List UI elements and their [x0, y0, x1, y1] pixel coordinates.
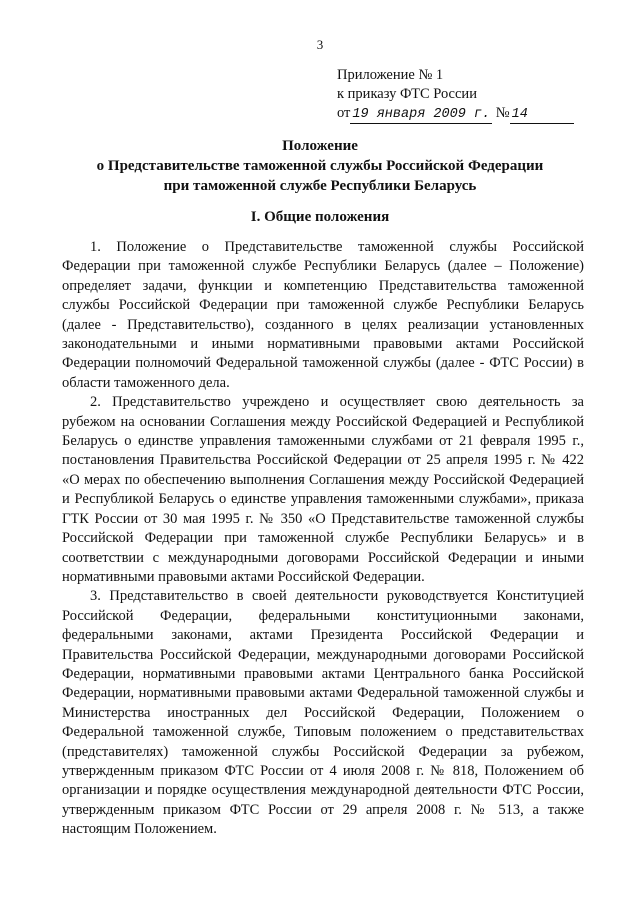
appendix-date-line [337, 104, 574, 124]
appendix-block [337, 66, 574, 124]
title-line-2: о Представительстве таможенной службы Российской Федерации [96, 158, 544, 174]
paragraph-1: 1. Положение о Представительстве таможенной службы Российской Федерации при таможенной службе Республики Беларусь (далее – Положение) определяет задачи, функции и компетенцию Представительства таможенной службы Российской Федерации при таможенной службе Республики Беларусь (далее - Представительство), созданного в целях реализации установленных законодательными и иными нормативными правовыми актами Российской Федерации полномочий Федеральной таможенной службы (далее - ФТС России) в области таможенного дела. [62, 239, 584, 391]
document-body [62, 238, 584, 840]
appendix-title: Приложение № 1 [337, 67, 444, 83]
appendix-date-value: 19 января 2009 г. [352, 107, 491, 122]
document-title [0, 136, 640, 196]
appendix-order-ref: к приказу ФТС России [337, 86, 477, 102]
page-number: 3 [316, 37, 324, 52]
appendix-date-prefix: от [337, 105, 351, 121]
title-line-1: Положение [282, 138, 358, 154]
section-heading: I. Общие положения [250, 209, 390, 225]
appendix-number-prefix: № [495, 105, 510, 121]
paragraph-3: 3. Представительство в своей деятельности руководствуется Конституцией Российской Федерации, федеральными конституционными законами, федеральными законами, актами Президента Российской Федерации и Правительства Российской Федерации, международными договорами Российской Федерации, нормативными правовыми актами Центрального банка Российской Федерации, нормативными правовыми актами Федеральной таможенной службы и Министерства иностранных дел Российской Федерации, Положением о Федеральной таможенной службе, Типовым положением о представительствах (представителях) таможенной службы Российской Федерации за рубежом, утвержденным приказом ФТС России от 4 июля 2008 г. № 818, Положением об организации и порядке осуществления международной деятельности ФТС России, утвержденным приказом ФТС России от 29 апреля 2008 г. № 513, а также настоящим Положением. [62, 588, 584, 838]
appendix-number-value: 14 [510, 107, 574, 124]
title-line-3: при таможенной службе Республики Беларусь [163, 178, 477, 194]
paragraph-2: 2. Представительство учреждено и осуществляет свою деятельность за рубежом на основании Соглашения между Российской Федерацией и Республикой Беларусь о единстве управления таможенными службами от 21 февраля 1995 г., постановления Правительства Российской Федерации от 25 апреля 1995 г. № 422 «О мерах по обеспечению выполнения Соглашения между Российской Федерацией и Республикой Беларусь о единстве управления таможенными службами», приказа ГТК России от 30 мая 1995 г. № 350 «О Представительстве таможенной службы Российской Федерации при таможенной службе Республики Беларусь» и в соответствии с международными договорами Российской Федерации и иными нормативными правовыми актами Российской Федерации. [62, 394, 584, 585]
